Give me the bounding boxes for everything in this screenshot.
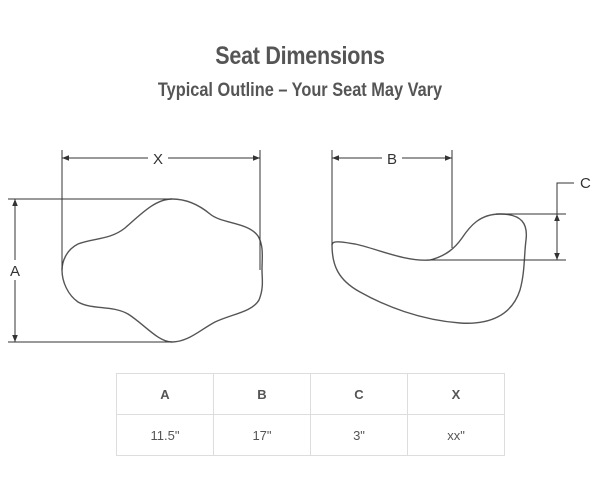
table-header-row: [117, 374, 505, 415]
value-x: xx": [408, 415, 505, 456]
seat-top-outline: [62, 199, 262, 342]
c-leader-line: [557, 183, 574, 214]
b-label: B: [386, 151, 398, 168]
seat-side-view: [332, 150, 591, 323]
x-label: X: [152, 151, 164, 168]
table-row: [117, 415, 505, 456]
dimensions-table: [116, 373, 505, 456]
value-c: 3": [311, 415, 408, 456]
column-header-b: B: [214, 374, 311, 415]
a-label: A: [9, 263, 21, 280]
seat-side-outline: [332, 214, 526, 323]
page-title: Seat Dimensions: [215, 42, 385, 70]
column-header-c: C: [311, 374, 408, 415]
value-b: 17": [214, 415, 311, 456]
column-header-x: X: [408, 374, 505, 415]
value-a: 11.5": [117, 415, 214, 456]
column-header-a: A: [117, 374, 214, 415]
seat-top-view: [8, 150, 262, 342]
page-subtitle: Typical Outline – Your Seat May Vary: [157, 80, 443, 101]
c-label: C: [580, 175, 591, 192]
